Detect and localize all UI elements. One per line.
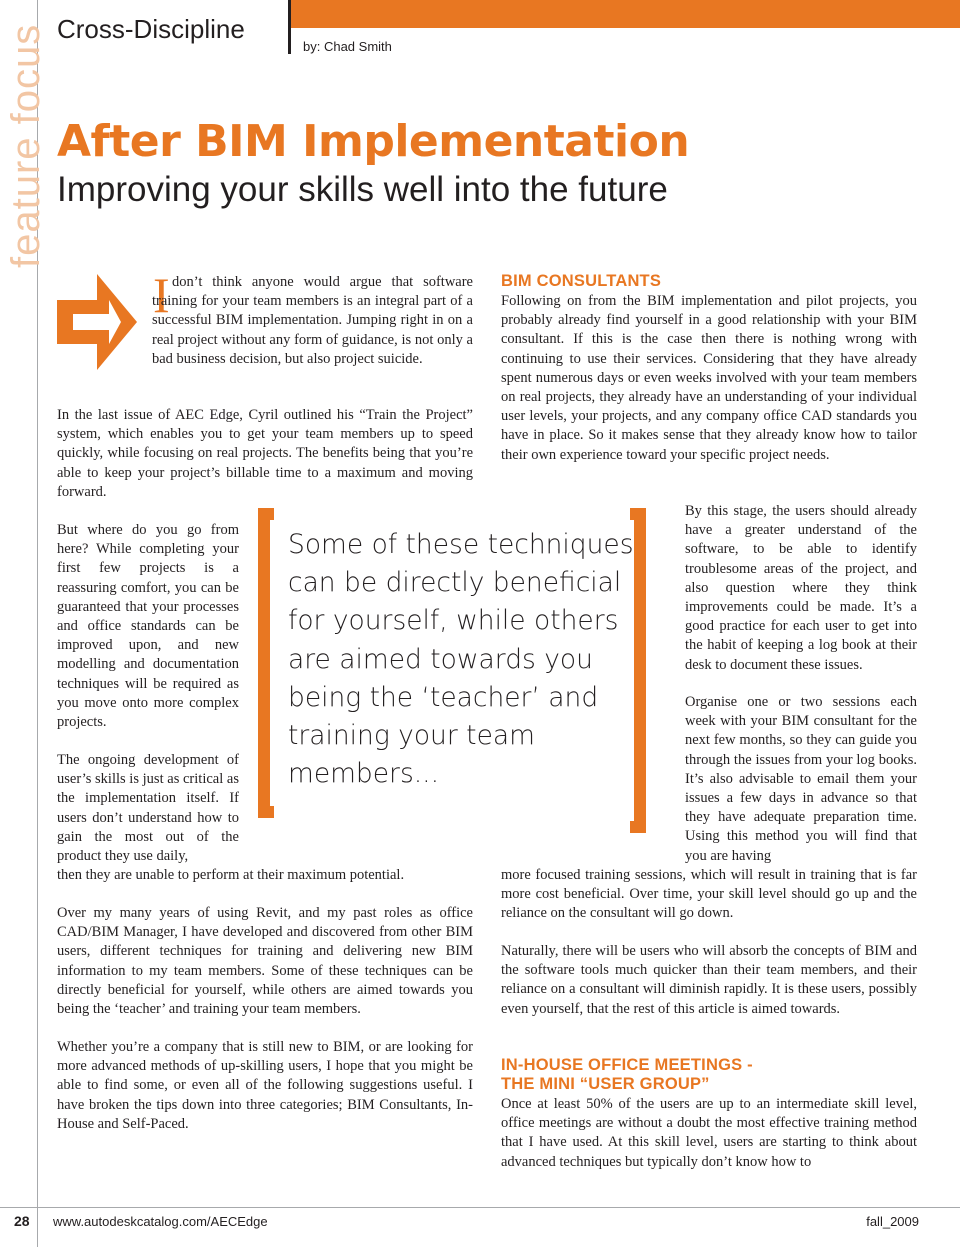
body-paragraph: more focused training sessions, which will result in training that is far more cost beneficial. Over time, your skill level should go up and the reliance on the consultant will go down. <box>501 867 917 922</box>
drop-cap: I <box>153 267 170 323</box>
vertical-section-label: feature focus <box>4 23 48 268</box>
footer-issue: fall_2009 <box>866 1214 919 1229</box>
section-heading-bim-consultants: BIM CONSULTANTS <box>501 272 662 290</box>
body-paragraph: Once at least 50% of the users are up to an intermediate skill level, office meetings are without a doubt the most effective training method that I have used. At this skill level, users are starting to think about advanced techniques but typically don’t know how to <box>501 1096 917 1170</box>
body-paragraph: But where do you go from here? While completing your first few projects is a reassuring comfort, you can be guaranteed that your processes and office standards can be improved upon, and new modelling and documentation techniques will be required as you move onto more complex projects. <box>57 522 239 731</box>
heading-line: IN-HOUSE OFFICE MEETINGS - <box>501 1056 753 1074</box>
body-paragraph: then they are unable to perform at their maximum potential. <box>57 867 405 883</box>
body-paragraph: Over my many years of using Revit, and my past roles as office CAD/BIM Manager, I have developed and discovered from other BIM users, different techniques for training and delivering new BIM information to my team members. Some of these techniques can be directly beneficial for yourself, while others are aimed towards you being the ‘teacher’ and training your team members. <box>57 905 473 1018</box>
body-paragraph: Organise one or two sessions each week with your BIM consultant for the next few months, so they can guide you through the issues from your log books. It’s also advisable to email them your issues a few days in advance so that they have adequate preparation time. Using this method you will find that you are having <box>685 694 917 864</box>
header-accent-bar <box>291 0 960 28</box>
footer-url: www.autodeskcatalog.com/AECEdge <box>53 1214 268 1229</box>
footer-rule <box>0 1207 960 1208</box>
body-paragraph: By this stage, the users should already have a greater understand of the software, to be able to identify troublesome areas of the project, and also question where they think improvements could be made. It’s a good practice for each user to get into the habit of keeping a log book at their desk to document these issues. <box>685 503 917 673</box>
body-paragraph: Following on from the BIM implementation and pilot projects, you probably already find yourself in a good relationship with your BIM consultant. If this is the case then there is nothing wrong with continuing to use their services. Considering that they have already spent numerous days or even weeks involved with your team members on real projects, they already have an understanding of your individual user levels, your projects, and any company office CAD standards you have in place. So it makes sense that they already know how to tailor their own experience toward your specific project needs. <box>501 293 917 463</box>
article-subtitle: Improving your skills well into the future <box>57 170 668 209</box>
section-heading-in-house-meetings <box>501 1056 753 1094</box>
pullquote-left-bracket <box>258 508 274 818</box>
body-paragraph: Whether you’re a company that is still new to BIM, or are looking for more advanced methods of up-skilling users, I hope that you might be able to find some, or even all of the following suggestions useful. I have broken the tips down into three categories; BIM Consultants, In-House and Self-Paced. <box>57 1039 473 1132</box>
body-paragraph: The ongoing development of user’s skills is just as critical as the implementation itself. If users don’t understand how to gain the most out of the product they use daily, <box>57 752 239 865</box>
section-label: Cross-Discipline <box>57 14 245 44</box>
heading-line: THE MINI “USER GROUP” <box>501 1075 710 1093</box>
page-number: 28 <box>14 1213 30 1229</box>
intro-paragraph: don’t think anyone would argue that software training for your team members is an integral part of a successful BIM implementation. Jumping right in on a real project without any form of guidance, is not only a bad business decision, but also project suicide. <box>152 274 473 367</box>
body-paragraph: Naturally, there will be users who will absorb the concepts of BIM and the software tools much quicker than their team members, and their reliance on a consultant will diminish rapidly. It is these users, possibly even yourself, that the rest of this article is aimed towards. <box>501 943 917 1017</box>
byline: by: Chad Smith <box>303 39 392 54</box>
body-paragraph: In the last issue of AEC Edge, Cyril outlined his “Train the Project” system, which enables you to get your team members up to speed quickly, while focusing on real projects. The benefits being that you’re able to keep your project’s billable time to a maximum and moving forward. <box>57 407 473 500</box>
chevron-arrow-icon <box>57 274 137 370</box>
article-title: After BIM Implementation <box>57 116 690 167</box>
pull-quote: Some of these techniques can be directly beneficial for yourself, while others are aimed towards you being the ‘teacher’ and training your team members... <box>288 529 634 790</box>
